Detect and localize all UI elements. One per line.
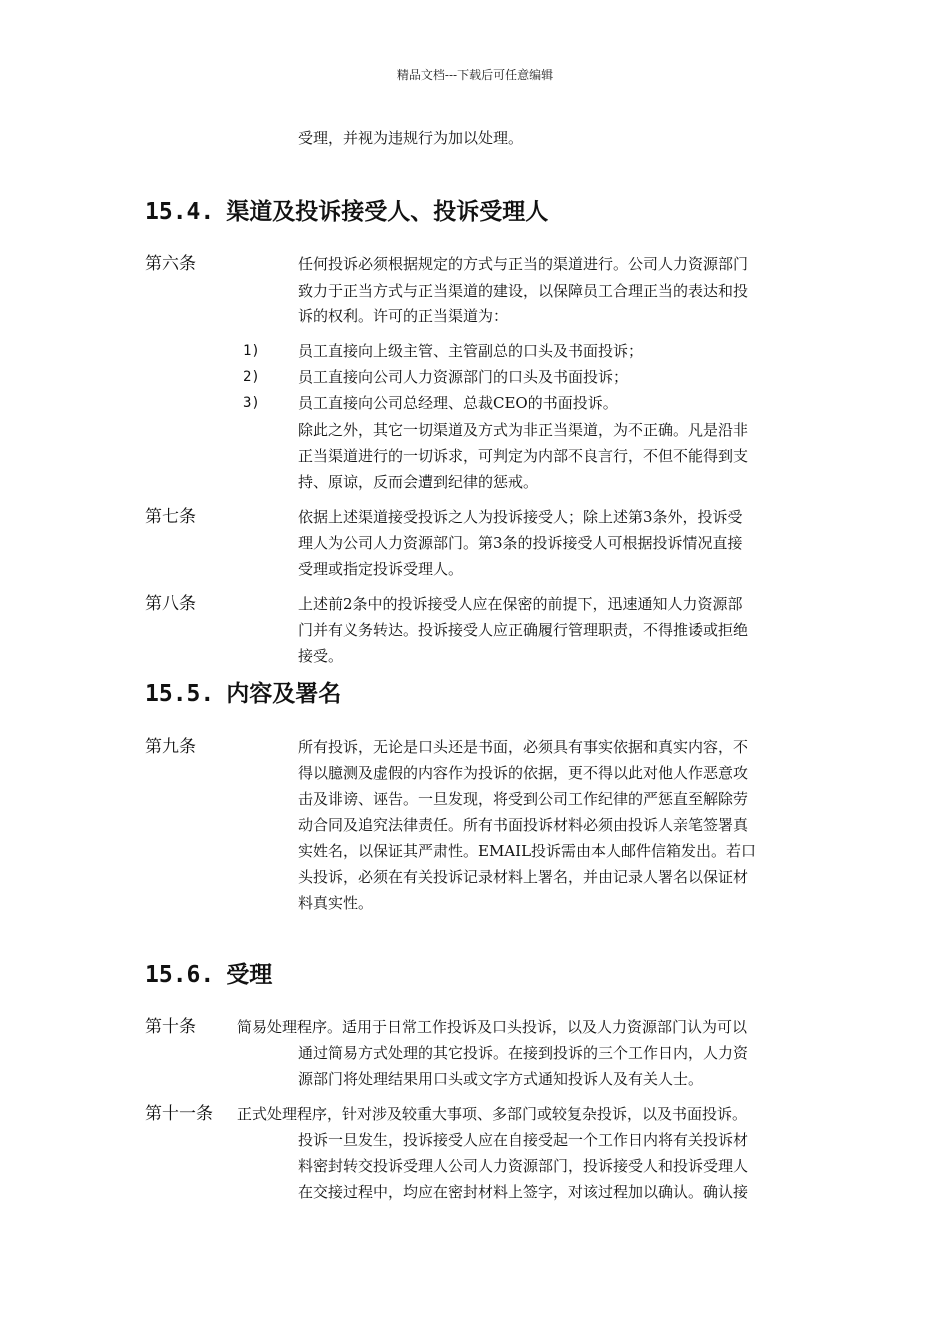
article-line: 理人为公司人力资源部门。第3条的投诉接受人可根据投诉情况直接 (298, 534, 743, 552)
list-item-text: 员工直接向公司人力资源部门的口头及书面投诉； (298, 368, 629, 386)
article-line: 在交接过程中，均应在密封材料上签字，对该过程加以确认。确认接 (298, 1183, 749, 1201)
article-line: 动合同及追究法律责任。所有书面投诉材料必须由投诉人亲笔签署真 (298, 816, 749, 834)
section-heading-15-6 (145, 962, 272, 988)
article-line: 投诉一旦发生，投诉接受人应在自接受起一个工作日内将有关投诉材 (298, 1131, 749, 1149)
article-label: 第六条 (145, 254, 196, 274)
article-line: 实姓名，以保证其严肃性。EMAIL投诉需由本人邮件信箱发出。若口 (298, 842, 757, 860)
article-label: 第九条 (145, 737, 196, 757)
section-title: 受理 (226, 961, 273, 988)
section-number: 15.6. (145, 962, 215, 988)
article-line: 料真实性。 (298, 894, 374, 912)
article-line: 正当渠道进行的一切诉求，可判定为内部不良言行，不但不能得到支 (298, 447, 749, 465)
article-line: 所有投诉，无论是口头还是书面，必须具有事实依据和真实内容，不 (298, 738, 749, 756)
article-label: 第八条 (145, 594, 196, 614)
list-item-number: 1) (243, 343, 260, 359)
article-line: 头投诉，必须在有关投诉记录材料上署名，并由记录人署名以保证材 (298, 868, 749, 886)
list-item-text: 员工直接向上级主管、主管副总的口头及书面投诉； (298, 342, 644, 360)
section-heading-15-4 (145, 199, 548, 225)
article-line: 致力于正当方式与正当渠道的建设，以保障员工合理正当的表达和投 (298, 282, 749, 300)
list-item-text: 员工直接向公司总经理、总裁CEO的书面投诉。 (298, 394, 618, 412)
article-line: 通过简易方式处理的其它投诉。在接到投诉的三个工作日内，人力资 (298, 1044, 749, 1062)
page-header: 精品文档---下载后可任意编辑 (396, 68, 554, 82)
article-label: 第十一条 (145, 1104, 213, 1124)
article-line: 简易处理程序。适用于日常工作投诉及口头投诉，以及人力资源部门认为可以 (237, 1018, 748, 1036)
list-item-number: 3) (243, 395, 260, 411)
article-line: 源部门将处理结果用口头或文字方式通知投诉人及有关人士。 (298, 1070, 704, 1088)
article-line: 接受。 (298, 647, 344, 665)
article-line: 诉的权利。许可的正当渠道为： (298, 307, 509, 325)
article-label: 第十条 (145, 1017, 196, 1037)
article-line: 除此之外，其它一切渠道及方式为非正当渠道，为不正确。凡是沿非 (298, 421, 749, 439)
section-number: 15.4. (145, 199, 215, 225)
section-title: 渠道及投诉接受人、投诉受理人 (226, 198, 549, 225)
article-line: 门并有义务转达。投诉接受人应正确履行管理职责，不得推诿或拒绝 (298, 621, 749, 639)
article-label: 第七条 (145, 507, 196, 527)
article-line: 料密封转交投诉受理人公司人力资源部门，投诉接受人和投诉受理人 (298, 1157, 749, 1175)
intro-line: 受理，并视为违规行为加以处理。 (298, 129, 524, 147)
article-line: 得以臆测及虚假的内容作为投诉的依据，更不得以此对他人作恶意攻 (298, 764, 749, 782)
section-number: 15.5. (145, 681, 215, 707)
article-line: 上述前2条中的投诉接受人应在保密的前提下，迅速通知人力资源部 (298, 595, 743, 613)
article-line: 正式处理程序，针对涉及较重大事项、多部门或较复杂投诉，以及书面投诉。 (237, 1105, 748, 1123)
section-title: 内容及署名 (226, 680, 342, 707)
article-line: 击及诽谤、诬告。一旦发现，将受到公司工作纪律的严惩直至解除劳 (298, 790, 749, 808)
article-line: 持、原谅，反而会遭到纪律的惩戒。 (298, 473, 539, 491)
section-heading-15-5 (145, 681, 341, 707)
article-line: 依据上述渠道接受投诉之人为投诉接受人；除上述第3条外，投诉受 (298, 508, 743, 526)
article-line: 受理或指定投诉受理人。 (298, 560, 464, 578)
article-line: 任何投诉必须根据规定的方式与正当的渠道进行。公司人力资源部门 (298, 255, 749, 273)
list-item-number: 2) (243, 369, 260, 385)
